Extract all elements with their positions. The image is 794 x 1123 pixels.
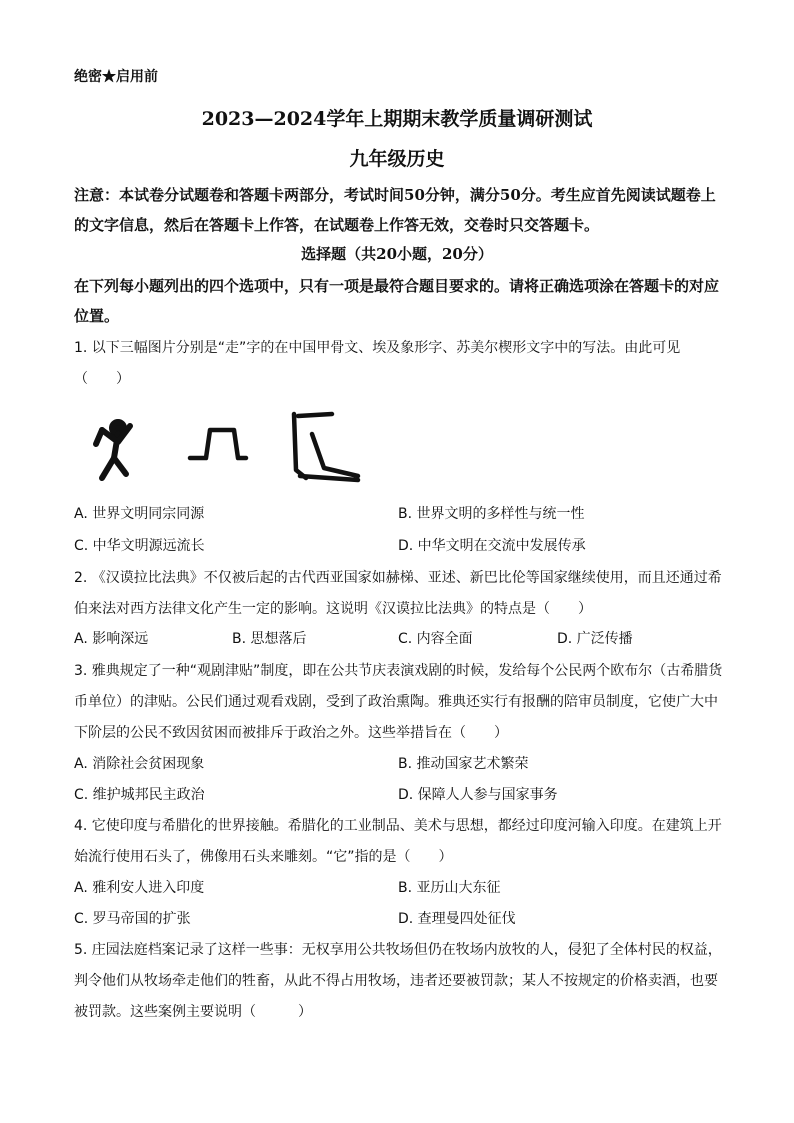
question-4-option-a[interactable]: A. 雅利安人进入印度 [74,880,205,896]
question-3-option-b[interactable]: B. 推动国家艺术繁荣 [398,756,529,772]
exam-title: 2023—2024学年上期期末教学质量调研测试 [201,108,593,130]
question-2-option-c[interactable]: C. 内容全面 [398,631,473,647]
exam-notice: 注意：本试卷分试题卷和答题卡两部分，考试时间50分钟，满分50分。考生应首先阅读试题卷上的文字信息，然后在答题卡上作答，在试题卷上作答无效，交卷时只交答题卡。 [74,186,716,234]
question-1-option-b[interactable]: B. 世界文明的多样性与统一性 [398,506,585,522]
section-instruction: 在下列每小题列出的四个选项中，只有一项是最符合题目要求的。请将正确选项涂在答题卡的对应位置。 [74,277,720,325]
question-1-option-c[interactable]: C. 中华文明源远流长 [74,538,205,554]
exam-subject: 九年级历史 [349,148,445,170]
question-1-stem: 1. 以下三幅图片分别是“走”字的在中国甲骨文、埃及象形字、苏美尔楔形文字中的写法。由此可见（ ） [74,340,681,387]
question-3-option-d[interactable]: D. 保障人人参与国家事务 [398,787,558,803]
section-title: 选择题（共20小题，20分） [301,245,493,263]
question-4-option-b[interactable]: B. 亚历山大东征 [398,880,501,896]
sumerian-zou-glyph [294,414,358,480]
question-3-stem: 3. 雅典规定了一种“观剧津贴”制度，即在公共节庆表演戏剧的时候，发给每个公民两个欧布尔（古希腊货币单位）的津贴。公民们通过观看戏剧，受到了政治熏陶。雅典还实行有报酬的陪审员制度，它使广大中下阶层的公民不致因贫困而被排斥于政治之外。这些举措旨在（ ） [74,663,723,741]
oracle-bone-zou-glyph [96,422,130,478]
question-2-option-a[interactable]: A. 影响深远 [74,631,149,647]
question-2-option-d[interactable]: D. 广泛传播 [557,631,633,647]
question-4-option-c[interactable]: C. 罗马帝国的扩张 [74,911,191,927]
question-3-option-a[interactable]: A. 消除社会贫困现象 [74,756,205,772]
question-1-option-a[interactable]: A. 世界文明同宗同源 [74,506,205,522]
question-3-option-c[interactable]: C. 维护城邦民主政治 [74,787,205,803]
secret-mark: 绝密★启用前 [74,69,158,85]
question-4-option-d[interactable]: D. 查理曼四处征伐 [398,911,516,927]
zou-character-images [88,400,378,490]
question-5-stem: 5. 庄园法庭档案记录了这样一些事：无权享用公共牧场但仍在牧场内放牧的人，侵犯了全体村民的权益，判令他们从牧场牵走他们的牲畜，从此不得占用牧场，违者还要被罚款；某人不按规定的价格卖酒，也要被罚款。这些案例主要说明（ ） [74,942,722,1020]
question-2-stem: 2. 《汉谟拉比法典》不仅被后起的古代西亚国家如赫梯、亚述、新巴比伦等国家继续使用，而且还通过希伯来法对西方法律文化产生一定的影响。这说明《汉谟拉比法典》的特点是（ ） [74,570,722,617]
question-2-option-b[interactable]: B. 思想落后 [232,631,307,647]
egyptian-zou-glyph [190,430,246,458]
question-1-option-d[interactable]: D. 中华文明在交流中发展传承 [398,538,586,554]
question-4-stem: 4. 它使印度与希腊化的世界接触。希腊化的工业制品、美术与思想，都经过印度河输入印度。在建筑上开始流行使用石头了，佛像用石头来雕刻。“它”指的是（ ） [74,818,722,865]
